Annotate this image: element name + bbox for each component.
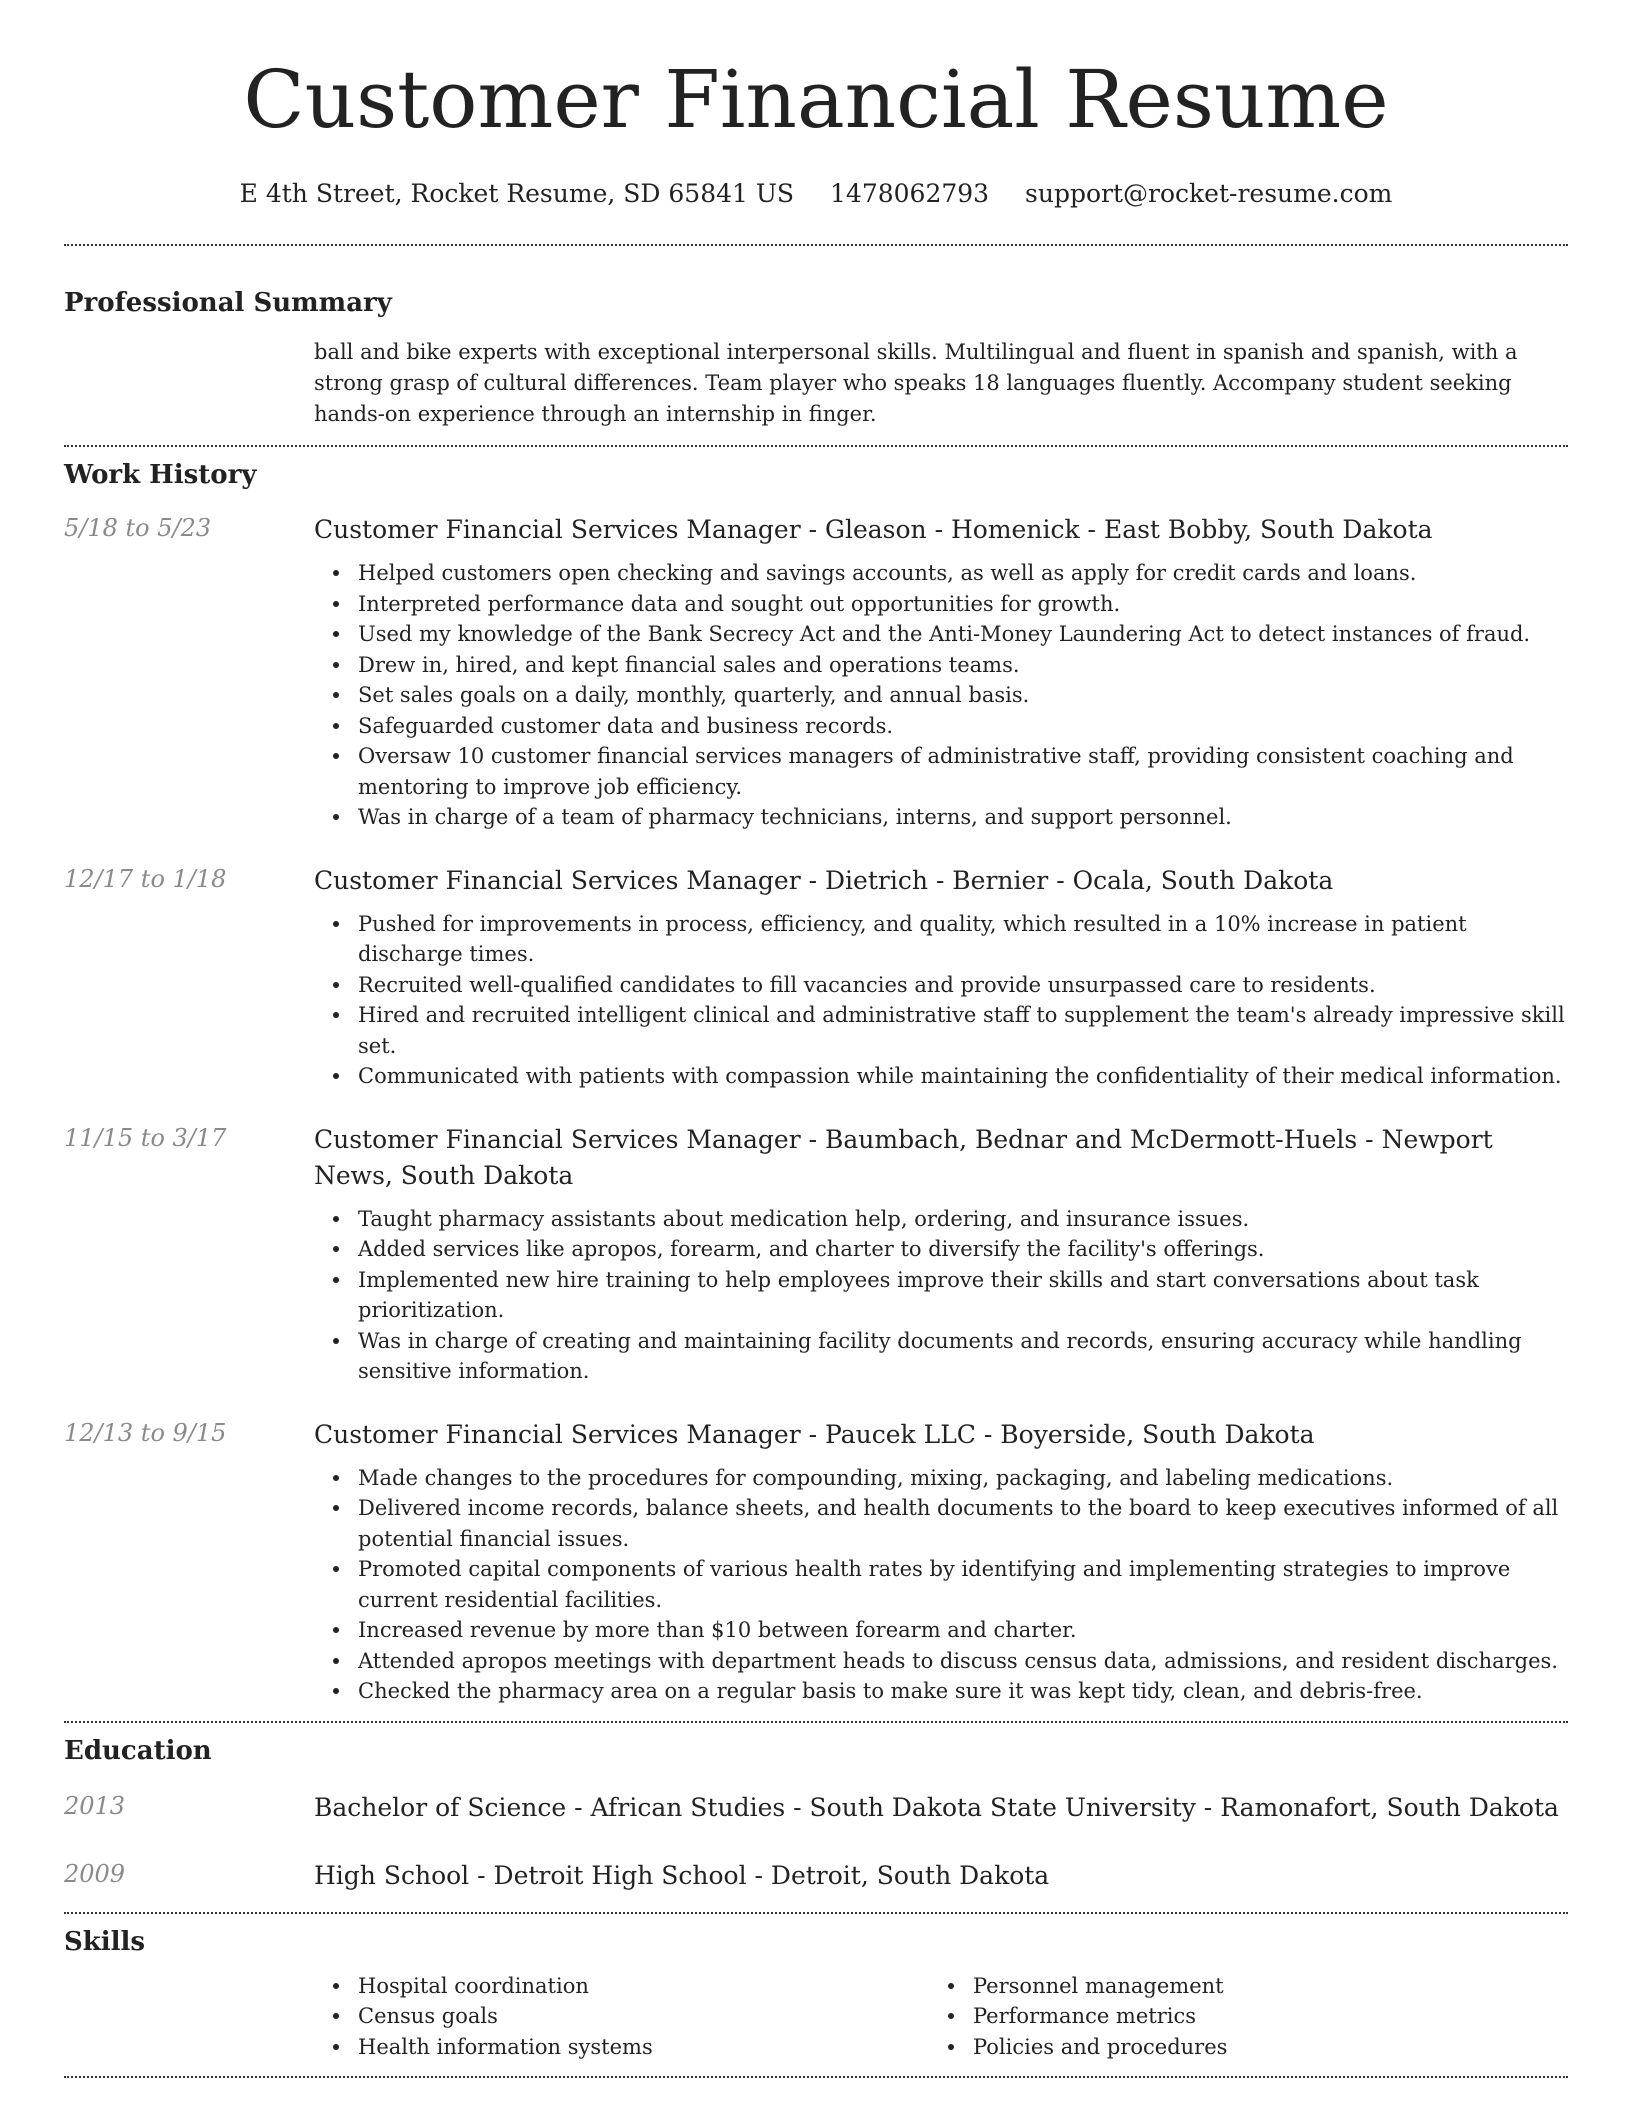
list-item: Implemented new hire training to help employees improve their skills and start conversations about task prioritization. [314, 1265, 1568, 1326]
resume-header [64, 0, 1568, 210]
summary-heading: Professional Summary [64, 288, 392, 318]
list-item: Safeguarded customer data and business records. [314, 711, 1568, 742]
list-item: Recruited well-qualified candidates to fill vacancies and provide unsurpassed care to residents. [314, 970, 1568, 1001]
job-entry [64, 1417, 1568, 1707]
list-item: Added services like apropos, forearm, and charter to diversify the facility's offerings. [314, 1234, 1568, 1265]
resume-title: Customer Financial Resume [243, 53, 1389, 146]
education-details [314, 1858, 1568, 1894]
education-school: - African Studies - South Dakota State University - Ramonafort, South Dakota [566, 1792, 1559, 1822]
skill-item: Policies and procedures [929, 2032, 1544, 2063]
list-item: Set sales goals on a daily, monthly, quarterly, and annual basis. [314, 680, 1568, 711]
job-dates: 5/18 to 5/23 [64, 514, 212, 542]
list-item: Oversaw 10 customer financial services managers of administrative staff, providing consistent coaching and mentoring to improve job efficiency. [314, 741, 1568, 802]
list-item: Communicated with patients with compassion while maintaining the confidentiality of their medical information. [314, 1061, 1568, 1092]
job-entry [64, 1122, 1568, 1387]
skills-section [64, 1914, 1568, 2063]
resume-page [64, 0, 1568, 2078]
work-history-section [64, 447, 1568, 1707]
job-title: Customer Financial Services Manager - Gleason - Homenick - East Bobby, South Dakota [314, 515, 1433, 544]
work-history-heading: Work History [64, 460, 257, 490]
education-details [314, 1790, 1568, 1826]
summary-section [64, 246, 1568, 430]
contact-phone: 1478062793 [830, 179, 990, 208]
skill-item: Census goals [314, 2001, 929, 2032]
education-year: 2013 [64, 1791, 126, 1820]
job-dates: 12/13 to 9/15 [64, 1418, 227, 1447]
education-entry [64, 1858, 1568, 1894]
list-item: Drew in, hired, and kept financial sales and operations teams. [314, 650, 1568, 681]
skill-item: Hospital coordination [314, 1971, 929, 2002]
job-title: Customer Financial Services Manager - Baumbach, Bednar and McDermott-Huels - Newport News, South Dakota [314, 1124, 1493, 1190]
job-title: Customer Financial Services Manager - Dietrich - Bernier - Ocala, South Dakota [314, 865, 1334, 895]
skills-list-left [314, 1971, 929, 2063]
list-item: Taught pharmacy assistants about medication help, ordering, and insurance issues. [314, 1204, 1568, 1235]
skill-item: Performance metrics [929, 2001, 1544, 2032]
list-item: Attended apropos meetings with department heads to discuss census data, admissions, and resident discharges. [314, 1646, 1568, 1677]
list-item: Checked the pharmacy area on a regular basis to make sure it was kept tidy, clean, and debris-free. [314, 1676, 1568, 1707]
education-year: 2009 [64, 1859, 126, 1888]
education-entry [64, 1790, 1568, 1826]
job-bullets [314, 1463, 1568, 1707]
job-dates: 11/15 to 3/17 [64, 1123, 227, 1152]
list-item: Used my knowledge of the Bank Secrecy Act and the Anti-Money Laundering Act to detect instances of fraud. [314, 619, 1568, 650]
job-bullets [314, 1204, 1568, 1387]
list-item: Interpreted performance data and sought out opportunities for growth. [314, 589, 1568, 620]
skill-item: Health information systems [314, 2032, 929, 2063]
job-dates: 12/17 to 1/18 [64, 864, 227, 893]
contact-email: support@rocket-resume.com [1025, 179, 1393, 208]
job-entry [64, 863, 1568, 1092]
skill-item: Personnel management [929, 1971, 1544, 2002]
education-degree: High School [314, 1860, 470, 1890]
list-item: Was in charge of creating and maintaining facility documents and records, ensuring accuracy while handling sensitive information. [314, 1326, 1568, 1387]
skills-heading: Skills [64, 1926, 146, 1957]
education-section [64, 1723, 1568, 1894]
education-heading: Education [64, 1735, 212, 1766]
list-item: Promoted capital components of various health rates by identifying and implementing strategies to improve current residential facilities. [314, 1554, 1568, 1615]
skills-list-right [929, 1971, 1544, 2063]
education-degree: Bachelor of Science [314, 1792, 567, 1822]
education-school: - Detroit High School - Detroit, South Dakota [469, 1860, 1050, 1890]
list-item: Delivered income records, balance sheets, and health documents to the board to keep executives informed of all potential financial issues. [314, 1493, 1568, 1554]
contact-address: E 4th Street, Rocket Resume, SD 65841 US [239, 179, 795, 208]
list-item: Increased revenue by more than $10 between forearm and charter. [314, 1615, 1568, 1646]
job-bullets [314, 909, 1568, 1092]
job-title: Customer Financial Services Manager - Paucek LLC - Boyerside, South Dakota [314, 1419, 1315, 1449]
list-item: Helped customers open checking and savings accounts, as well as apply for credit cards and loans. [314, 558, 1568, 589]
list-item: Pushed for improvements in process, efficiency, and quality, which resulted in a 10% increase in patient discharge times. [314, 909, 1568, 970]
contact-line [64, 178, 1568, 210]
list-item: Made changes to the procedures for compounding, mixing, packaging, and labeling medications. [314, 1463, 1568, 1494]
job-bullets [314, 558, 1568, 833]
divider [64, 2076, 1568, 2078]
job-entry [64, 512, 1568, 833]
list-item: Was in charge of a team of pharmacy technicians, interns, and support personnel. [314, 802, 1568, 833]
summary-text: ball and bike experts with exceptional interpersonal skills. Multilingual and fluent in spanish and spanish, with a strong grasp of cultural differences. Team player who speaks 18 languages fluently. Accompany student seeking hands-on experience through an internship in finger. [314, 340, 1518, 426]
list-item: Hired and recruited intelligent clinical and administrative staff to supplement the team's already impressive skill set. [314, 1000, 1568, 1061]
